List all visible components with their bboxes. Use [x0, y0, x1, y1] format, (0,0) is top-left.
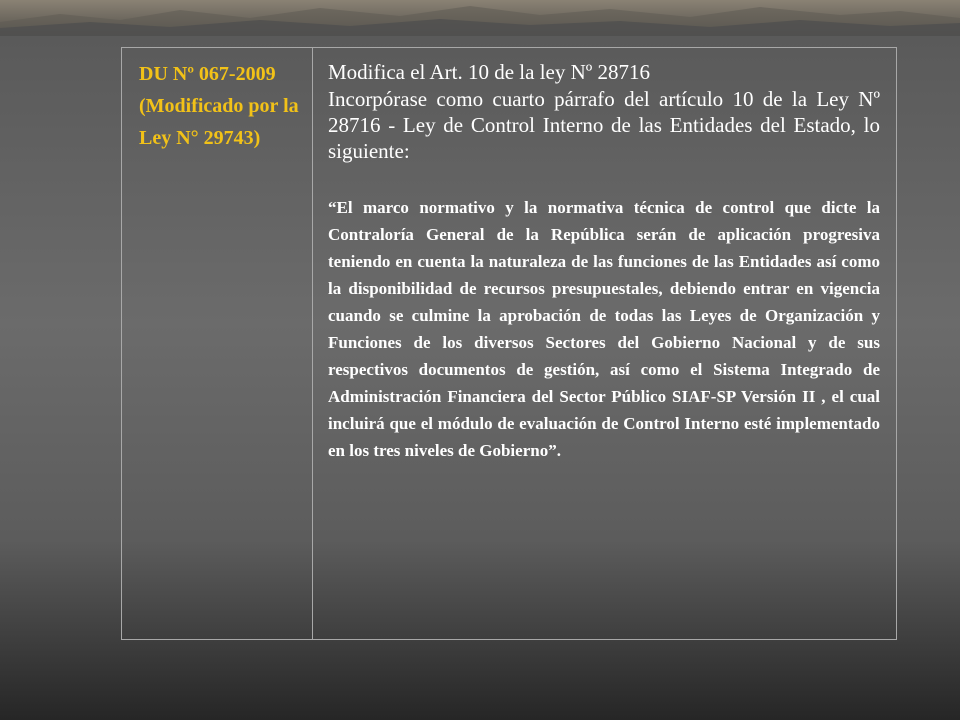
law-content-cell	[313, 48, 897, 640]
quoted-paragraph: “El marco normativo y la normativa técnica de control que dicte la Contraloría General de la República serán de aplicación progresiva teniendo en cuenta la naturaleza de las funciones de las Entidades así como la disponibilidad de recursos presupuestales, debiendo entrar en vigencia cuando se culmine la aprobación de todas las Leyes de Organización y Funciones de los diversos Sectores del Gobierno Nacional y de sus respectivos documentos de gestión, así como el Sistema Integrado de Administración Financiera del Sector Público SIAF-SP Versión II , el cual incluirá que el módulo de evaluación de Control Interno esté implementado en los tres niveles de Gobierno”.	[328, 198, 880, 460]
table-row	[122, 48, 897, 640]
law-reference-label: DU Nº 067-2009 (Modificado por la Ley N° 29743)	[139, 63, 299, 149]
mountain-silhouette-icon	[0, 0, 960, 36]
decorative-landscape-band	[0, 0, 960, 36]
law-table	[121, 47, 897, 640]
intro-paragraph: Incorpórase como cuarto párrafo del artículo 10 de la Ley Nº 28716 - Ley de Control Interno de las Entidades del Estado, lo siguiente:	[328, 87, 880, 163]
article-heading: Modifica el Art. 10 de la ley Nº 28716	[328, 60, 651, 84]
law-reference-cell	[122, 48, 313, 640]
